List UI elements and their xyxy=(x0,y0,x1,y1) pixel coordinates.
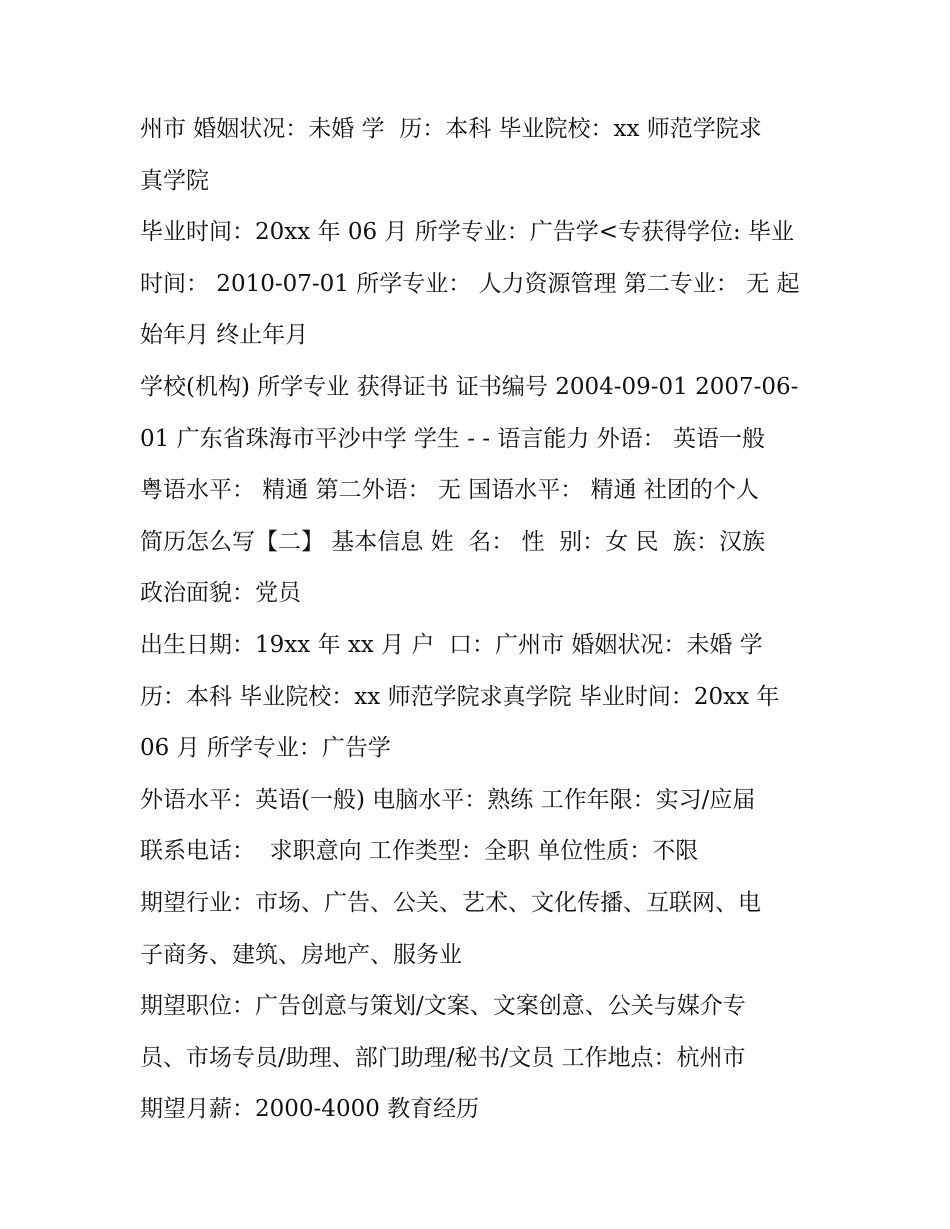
text-line: 粤语水平： 精通 第二外语： 无 国语水平： 精通 社团的个人 xyxy=(140,477,759,504)
text-line: 外语水平：英语(一般) 电脑水平：熟练 工作年限：实习/应届 xyxy=(140,786,756,813)
text-line: 始年月 终止年月 xyxy=(140,322,309,349)
text-line: 01 广东省珠海市平沙中学 学生 - - 语言能力 外语： 英语一般 xyxy=(140,425,765,452)
text-line: 毕业时间：20xx 年 06 月 所学专业：广告学<专获得学位: 毕业 xyxy=(140,219,795,246)
text-line: 联系电话： 求职意向 工作类型：全职 单位性质：不限 xyxy=(140,838,699,865)
text-line: 员、市场专员/助理、部门助理/秘书/文员 工作地点：杭州市 xyxy=(140,1044,746,1071)
text-line: 期望月薪：2000-4000 教育经历 xyxy=(140,1096,480,1123)
text-line: 06 月 所学专业：广告学 xyxy=(140,735,391,762)
document-body xyxy=(140,104,820,1136)
text-line: 简历怎么写【二】 基本信息 姓 名： 性 别：女 民 族：汉族 xyxy=(140,528,766,555)
text-line: 历：本科 毕业院校：xx 师范学院求真学院 毕业时间：20xx 年 xyxy=(140,683,780,710)
text-line: 政治面貌：党员 xyxy=(140,580,301,607)
text-line: 出生日期：19xx 年 xx 月 户 口：广州市 婚姻状况：未婚 学 xyxy=(140,631,763,658)
text-line: 学校(机构) 所学专业 获得证书 证书编号 2004-09-01 2007-06- xyxy=(140,373,799,400)
text-line: 期望行业：市场、广告、公关、艺术、文化传播、互联网、电 xyxy=(140,889,761,916)
text-line: 子商务、建筑、房地产、服务业 xyxy=(140,941,462,968)
text-line: 真学院 xyxy=(140,167,209,194)
text-line: 期望职位：广告创意与策划/文案、文案创意、公关与媒介专 xyxy=(140,993,746,1020)
text-line: 州市 婚姻状况：未婚 学 历：本科 毕业院校：xx 师范学院求 xyxy=(140,116,762,142)
text-line: 时间： 2010-07-01 所学专业： 人力资源管理 第二专业： 无 起 xyxy=(140,270,800,297)
